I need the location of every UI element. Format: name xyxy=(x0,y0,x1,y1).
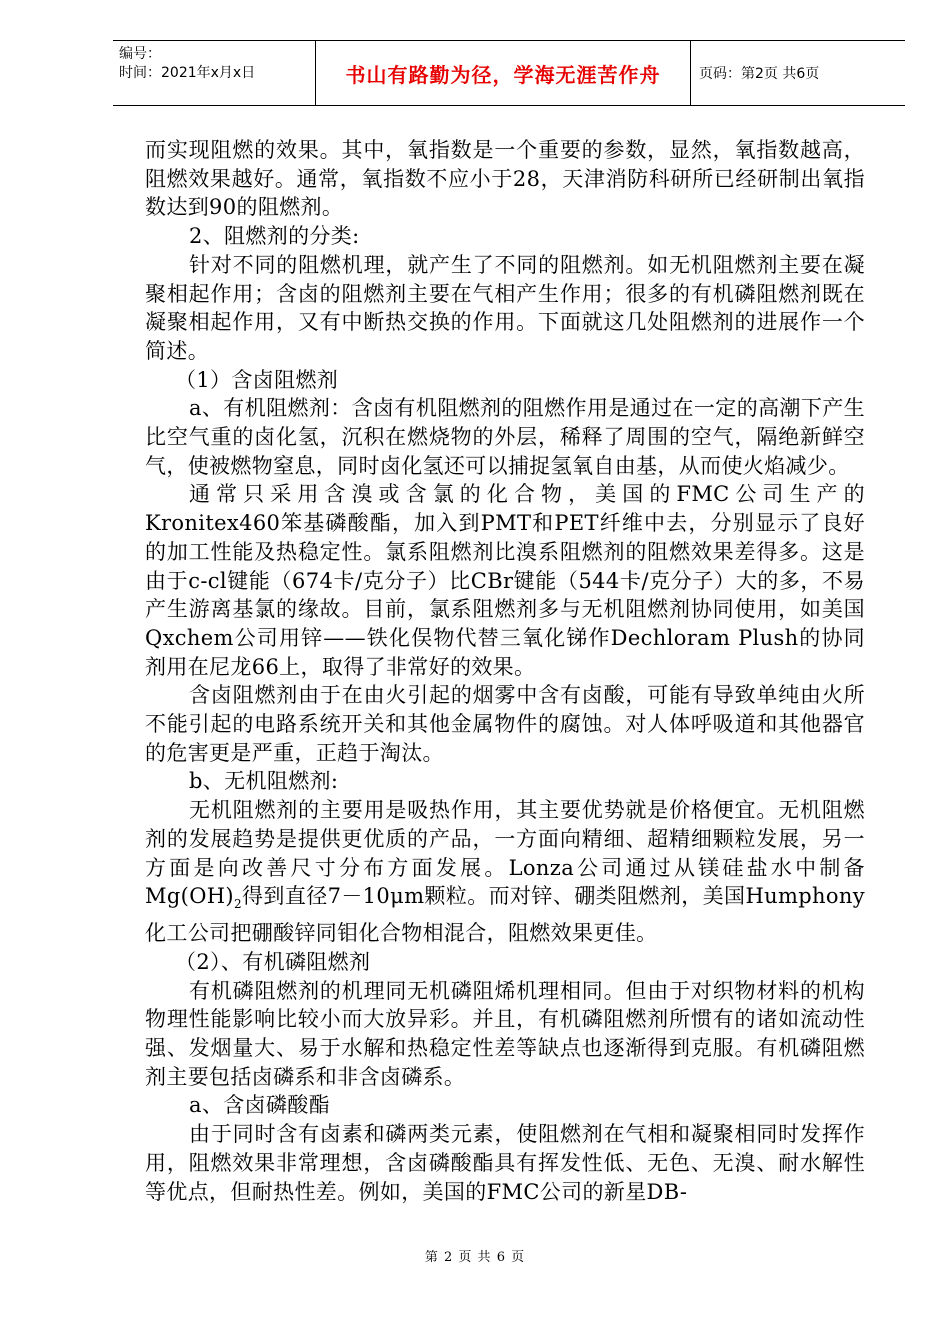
subsection-heading: a、含卤磷酸酯 xyxy=(189,1093,330,1118)
paragraph: 而实现阻燃的效果。其中，氧指数是一个重要的参数，显然，氧指数越高，阻燃效果越好。通常，氧指数不应小于28，天津消防科研所已经研制出氧指数达到90的阻燃剂。 xyxy=(145,138,865,220)
doc-time-label: 时间：2021年x月x日 xyxy=(119,65,256,81)
page-footer: 第 2 页 共 6 页 xyxy=(424,1250,526,1265)
paragraph: a、有机阻燃剂：含卤有机阻燃剂的阻燃作用是通过在一定的高潮下产生比空气重的卤化氢，沉积在燃烧物的外层，稀释了周围的空气，隔绝新鲜空气，使被燃物窒息，同时卤化氢还可以捕捉氢氧自由基，从而使火焰减少。 xyxy=(145,396,865,478)
paragraph: 含卤阻燃剂由于在由火引起的烟雾中含有卤酸，可能有导致单纯由火所不能引起的电路系统开关和其他金属物件的腐蚀。对人体呼吸道和其他器官的危害更是严重，正趋于淘汰。 xyxy=(145,683,865,765)
subsection-heading: b、无机阻燃剂: xyxy=(189,769,339,794)
paragraph: 通常只采用含溴或含氯的化合物，美国的FMC公司生产的Kronitex460笨基磷酸酯，加入到PMT和PET纤维中去，分别显示了良好的加工性能及热稳定性。氯系阻燃剂比溴系阻燃剂的阻燃效果差得多。这是由于c-cl键能（674卡/克分子）比CBr键能（544卡/克分子）大的多，不易产生游离基氯的缘故。目前，氯系阻燃剂多与无机阻燃剂协同使用，如美国Qxchem公司用锌——铁化俣物代替三氧化锑作Dechloram Plush的协同剂用在尼龙66上，取得了非常好的效果。 xyxy=(145,482,865,679)
paragraph: 由于同时含有卤素和磷两类元素，使阻燃剂在气相和凝聚相同时发挥作用，阻燃效果非常理想，含卤磷酸酯具有挥发性低、无色、无溴、耐水解性等优点，但耐热性差。例如，美国的FMC公司的新星DB- xyxy=(145,1122,865,1204)
subscript: 2 xyxy=(233,897,242,912)
header-meta xyxy=(113,41,316,105)
paragraph: 有机磷阻燃剂的机理同无机磷阻烯机理相同。但由于对织物材料的机构物理性能影响比较小而大放异彩。并且，有机磷阻燃剂所惯有的诸如流动性强、发烟量大、易于水解和热稳定性差等缺点也逐渐得到克服。有机磷阻燃剂主要包括卤磷系和非含卤磷系。 xyxy=(145,978,865,1089)
subsection-heading: （1）含卤阻燃剂 xyxy=(175,367,339,392)
paragraph-text: 无机阻燃剂的主要用是吸热作用，其主要优势就是价格便宜。无机阻燃剂的发展趋势是提供更优质的产品，一方面向精细、超精细颗粒发展，另一方面是向改善尺寸分布方面发展。Lonza公司通过从镁硅盐水中制备Mg(OH) xyxy=(145,798,865,909)
header-motto: 书山有路勤为径，学海无涯苦作舟 xyxy=(316,41,691,105)
document-body xyxy=(145,136,865,1206)
section-heading: 2、阻燃剂的分类: xyxy=(189,224,360,249)
paragraph: 针对不同的阻燃机理，就产生了不同的阻燃剂。如无机阻燃剂主要在凝聚相起作用；含卤的阻燃剂主要在气相产生作用；很多的有机磷阻燃剂既在凝聚相起作用，又有中断热交换的作用。下面就这几处阻燃剂的进展作一个简述。 xyxy=(145,252,865,363)
paragraph xyxy=(145,796,865,948)
header-page-label: 页码：第2页 共6页 xyxy=(699,66,820,82)
doc-number-label: 编号： xyxy=(119,46,161,62)
page-header xyxy=(113,40,905,106)
paragraph-text: 得到直径7－10μm颗粒。而对锌、硼类阻燃剂，美国Humphony化工公司把硼酸锌同钼化合物相混合，阻燃效果更佳。 xyxy=(145,884,865,946)
subsection-heading: （2）、有机磷阻燃剂 xyxy=(175,949,371,974)
